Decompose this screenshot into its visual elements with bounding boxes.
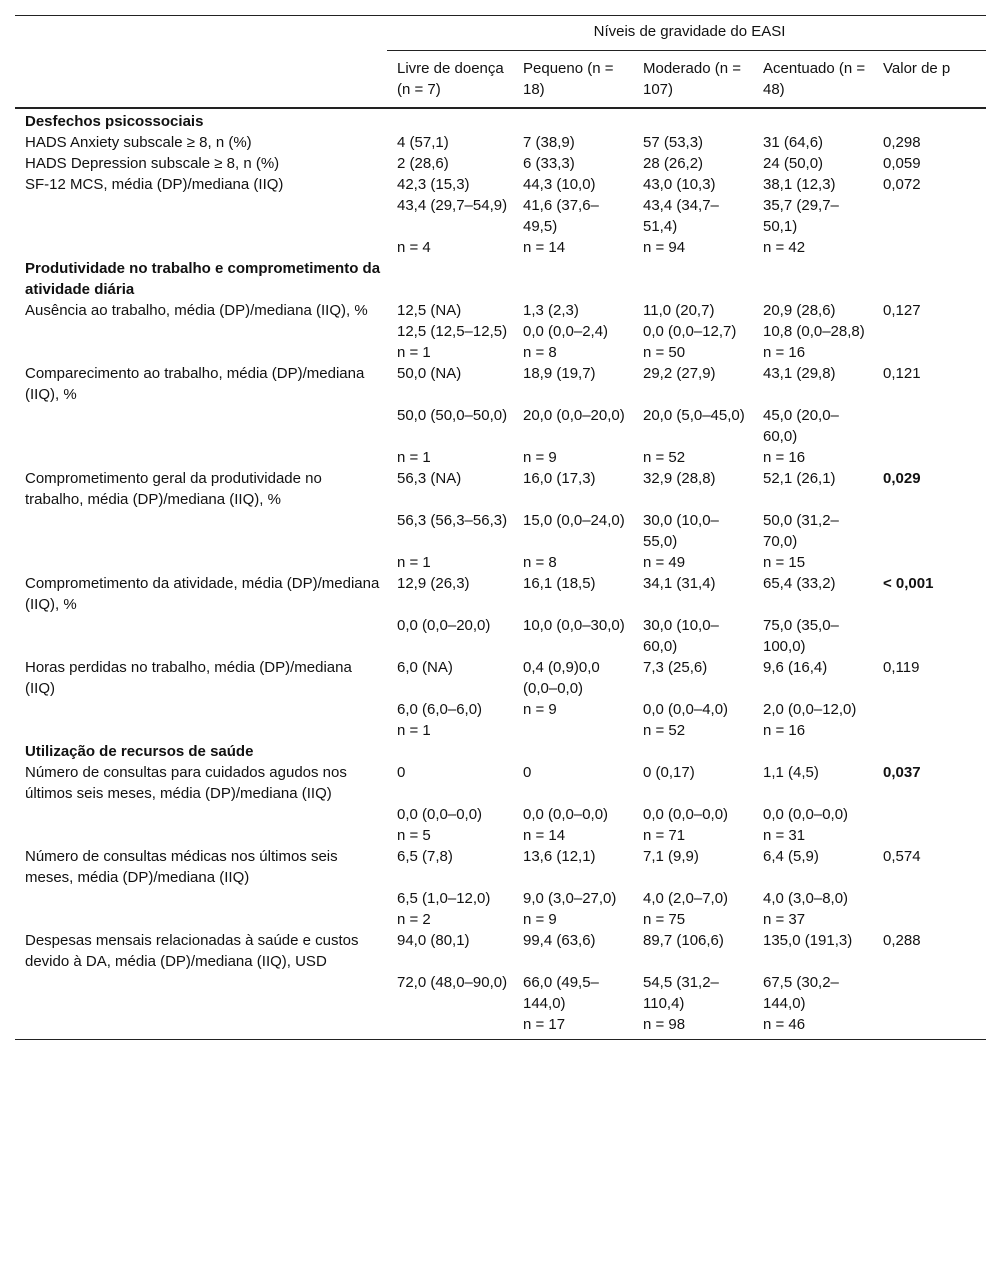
median-cell: 54,5 (31,2–110,4) [643,974,719,1012]
p-value: 0,072 [883,176,921,193]
median-cell: 6,0 (6,0–6,0) [397,701,483,718]
cell: 24 (50,0) [763,155,824,172]
cell: 6,0 (NA) [397,659,453,676]
median-cell: 4,0 (2,0–7,0) [643,890,729,907]
median-cell: 0,0 (0,0–0,0) [523,806,609,823]
p-value: 0,288 [883,932,921,949]
row-label: Ausência ao trabalho, média (DP)/mediana (IIQ), % [25,302,368,319]
row-label: HADS Anxiety subscale ≥ 8, n (%) [25,134,252,151]
row-label: Comprometimento da atividade, média (DP)/mediana (IIQ), % [25,575,380,613]
n-cell: n = 9 [523,911,557,928]
median-row [15,888,986,909]
n-cell: n = 2 [397,911,431,928]
cell: 89,7 (106,6) [643,932,724,949]
n-cell: n = 14 [523,827,566,844]
row-label: Despesas mensais relacionadas à saúde e custos devido à DA, média (DP)/mediana (IIQ), USD [25,932,359,970]
cell: 0 [397,764,406,781]
median-cell: 0,0 (0,0–0,0) [763,806,849,823]
n-row [15,909,986,930]
median-cell: 0,0 (0,0–0,0) [397,806,483,823]
n-cell: n = 17 [513,1014,633,1040]
median-cell: 0,0 (0,0–0,0) [643,806,729,823]
table-row [15,468,986,510]
n-row [15,342,986,363]
cell: 28 (26,2) [643,155,704,172]
group-header-row [15,16,986,51]
n-cell: n = 71 [643,827,686,844]
p-value: 0,121 [883,365,921,382]
cell: 13,6 (12,1) [523,848,596,865]
median-cell: 43,4 (29,7–54,9) [397,197,508,214]
n-cell: n = 9 [523,701,557,718]
n-cell: n = 52 [643,722,686,739]
table-row [15,132,986,153]
n-cell: n = 75 [643,911,686,928]
n-cell: n = 15 [763,554,806,571]
p-value-significant: 0,029 [883,470,921,487]
column-header-row [15,51,986,109]
section-header [15,741,986,762]
table-row [15,930,986,972]
row-label: HADS Depression subscale ≥ 8, n (%) [25,155,280,172]
median-cell: 30,0 (10,0–55,0) [643,512,719,550]
cell: 0 (0,17) [643,764,695,781]
median-cell: 56,3 (56,3–56,3) [397,512,508,529]
cell: 43,0 (10,3) [643,176,716,193]
n-cell: n = 8 [523,554,557,571]
median-cell: 10,0 (0,0–30,0) [523,617,625,634]
section-title: Desfechos psicossociais [25,113,204,130]
median-cell: 0,0 (0,0–20,0) [397,617,491,634]
median-cell: 15,0 (0,0–24,0) [523,512,625,529]
row-label: SF-12 MCS, média (DP)/mediana (IIQ) [25,176,284,193]
row-label: Número de consultas para cuidados agudos nos últimos seis meses, média (DP)/mediana (IIQ) [25,764,347,802]
median-row [15,510,986,552]
median-cell: 67,5 (30,2–144,0) [763,974,839,1012]
median-cell: 20,0 (0,0–20,0) [523,407,625,424]
n-row [15,237,986,258]
p-value: 0,119 [883,659,920,676]
easi-outcomes-table [15,15,986,1040]
cell: 20,9 (28,6) [763,302,836,319]
n-cell: n = 16 [763,449,806,466]
cell: 12,5 (NA) [397,302,462,319]
cell: 7 (38,9) [523,134,575,151]
p-value: 0,574 [883,848,921,865]
n-cell: n = 1 [397,449,431,466]
n-cell: n = 42 [763,239,806,256]
n-cell: n = 98 [633,1014,753,1040]
cell: 56,3 (NA) [397,470,462,487]
cell: 6,5 (7,8) [397,848,453,865]
cell: 32,9 (28,8) [643,470,716,487]
n-cell: n = 5 [397,827,431,844]
col-header-acentuado: Acentuado (n = 48) [753,51,873,109]
n-row [15,825,986,846]
median-cell: 75,0 (35,0–100,0) [763,617,839,655]
row-label: Comparecimento ao trabalho, média (DP)/mediana (IIQ), % [25,365,365,403]
row-label: Número de consultas médicas nos últimos seis meses, média (DP)/mediana (IIQ) [25,848,338,886]
n-cell: n = 1 [397,344,431,361]
p-value: 0,298 [883,134,921,151]
n-cell: n = 94 [643,239,686,256]
cell: 42,3 (15,3) [397,176,470,193]
n-row [15,447,986,468]
cell: 52,1 (26,1) [763,470,836,487]
cell: 11,0 (20,7) [643,302,715,319]
median-cell: 50,0 (50,0–50,0) [397,407,508,424]
col-header-pequeno: Pequeno (n = 18) [513,51,633,109]
median-cell: 10,8 (0,0–28,8) [763,323,865,340]
median-cell: 0,0 (0,0–4,0) [643,701,729,718]
cell: 0 [523,764,532,781]
n-cell: n = 8 [523,344,557,361]
cell: 12,9 (26,3) [397,575,470,592]
n-cell: n = 46 [753,1014,873,1040]
cell: 9,6 (16,4) [763,659,828,676]
n-row [15,552,986,573]
median-row [15,405,986,447]
n-cell: n = 50 [643,344,686,361]
n-cell: n = 9 [523,449,557,466]
n-cell: n = 1 [397,722,431,739]
cell: 1,3 (2,3) [523,302,579,319]
cell: 50,0 (NA) [397,365,462,382]
row-label: Horas perdidas no trabalho, média (DP)/mediana (IIQ) [25,659,352,697]
cell: 18,9 (19,7) [523,365,596,382]
p-value-significant: < 0,001 [883,575,934,592]
table-row [15,300,986,321]
median-row [15,804,986,825]
median-cell: 30,0 (10,0–60,0) [643,617,719,655]
median-cell: 6,5 (1,0–12,0) [397,890,491,907]
cell: 7,3 (25,6) [643,659,708,676]
cell: 6,4 (5,9) [763,848,819,865]
median-cell: 0,0 (0,0–12,7) [643,323,737,340]
cell: 6 (33,3) [523,155,575,172]
n-cell: n = 16 [763,722,806,739]
row-label: Comprometimento geral da produtividade no trabalho, média (DP)/mediana (IIQ), % [25,470,322,508]
n-cell: n = 49 [643,554,686,571]
table-row [15,657,986,699]
cell: 16,1 (18,5) [523,575,596,592]
n-row [15,1014,986,1040]
cell: 99,4 (63,6) [523,932,596,949]
table-row [15,573,986,615]
median-row [15,321,986,342]
section-header [15,258,986,300]
col-header-livre: Livre de doença (n = 7) [387,51,513,109]
cell: 57 (53,3) [643,134,704,151]
table-row [15,174,986,195]
median-cell: 0,0 (0,0–2,4) [523,323,609,340]
median-row [15,972,986,1014]
cell: 94,0 (80,1) [397,932,470,949]
section-title: Utilização de recursos de saúde [25,743,254,760]
n-cell: n = 16 [763,344,806,361]
section-header [15,108,986,132]
section-title: Produtividade no trabalho e comprometimento da atividade diária [25,260,381,298]
p-value: 0,059 [883,155,921,172]
col-header-p-value: Valor de p [873,51,986,109]
median-row [15,195,986,237]
n-row [15,720,986,741]
cell: 34,1 (31,4) [643,575,716,592]
cell: 135,0 (191,3) [763,932,853,949]
median-cell: 45,0 (20,0–60,0) [763,407,839,445]
median-cell: 20,0 (5,0–45,0) [643,407,745,424]
median-row [15,615,986,657]
table-row [15,153,986,174]
median-cell: 41,6 (37,6–49,5) [523,197,599,235]
table-row [15,762,986,804]
cell: 4 (57,1) [397,134,449,151]
cell: 7,1 (9,9) [643,848,699,865]
cell: 31 (64,6) [763,134,824,151]
median-cell: 72,0 (48,0–90,0) [397,974,508,991]
n-cell: n = 4 [397,239,431,256]
n-cell: n = 14 [523,239,566,256]
cell: 44,3 (10,0) [523,176,596,193]
median-cell: 9,0 (3,0–27,0) [523,890,617,907]
cell: 0,4 (0,9)0,0 (0,0–0,0) [523,659,600,697]
table-row [15,363,986,405]
n-cell: n = 37 [763,911,806,928]
median-cell: 43,4 (34,7–51,4) [643,197,719,235]
median-row [15,699,986,720]
median-cell: 12,5 (12,5–12,5) [397,323,508,340]
median-cell: 35,7 (29,7–50,1) [763,197,839,235]
table-row [15,846,986,888]
n-cell: n = 31 [763,827,806,844]
n-cell: n = 1 [397,554,431,571]
col-header-moderado: Moderado (n = 107) [633,51,753,109]
cell: 38,1 (12,3) [763,176,836,193]
cell: 16,0 (17,3) [523,470,596,487]
median-cell: 4,0 (3,0–8,0) [763,890,849,907]
p-value-significant: 0,037 [883,764,921,781]
cell: 2 (28,6) [397,155,449,172]
cell: 43,1 (29,8) [763,365,836,382]
median-cell: 50,0 (31,2–70,0) [763,512,839,550]
cell: 29,2 (27,9) [643,365,716,382]
p-value: 0,127 [883,302,921,319]
n-cell: n = 52 [643,449,686,466]
median-cell: 2,0 (0,0–12,0) [763,701,857,718]
cell: 65,4 (33,2) [763,575,836,592]
median-cell: 66,0 (49,5–144,0) [523,974,599,1012]
cell: 1,1 (4,5) [763,764,819,781]
group-header: Níveis de gravidade do EASI [387,16,986,51]
